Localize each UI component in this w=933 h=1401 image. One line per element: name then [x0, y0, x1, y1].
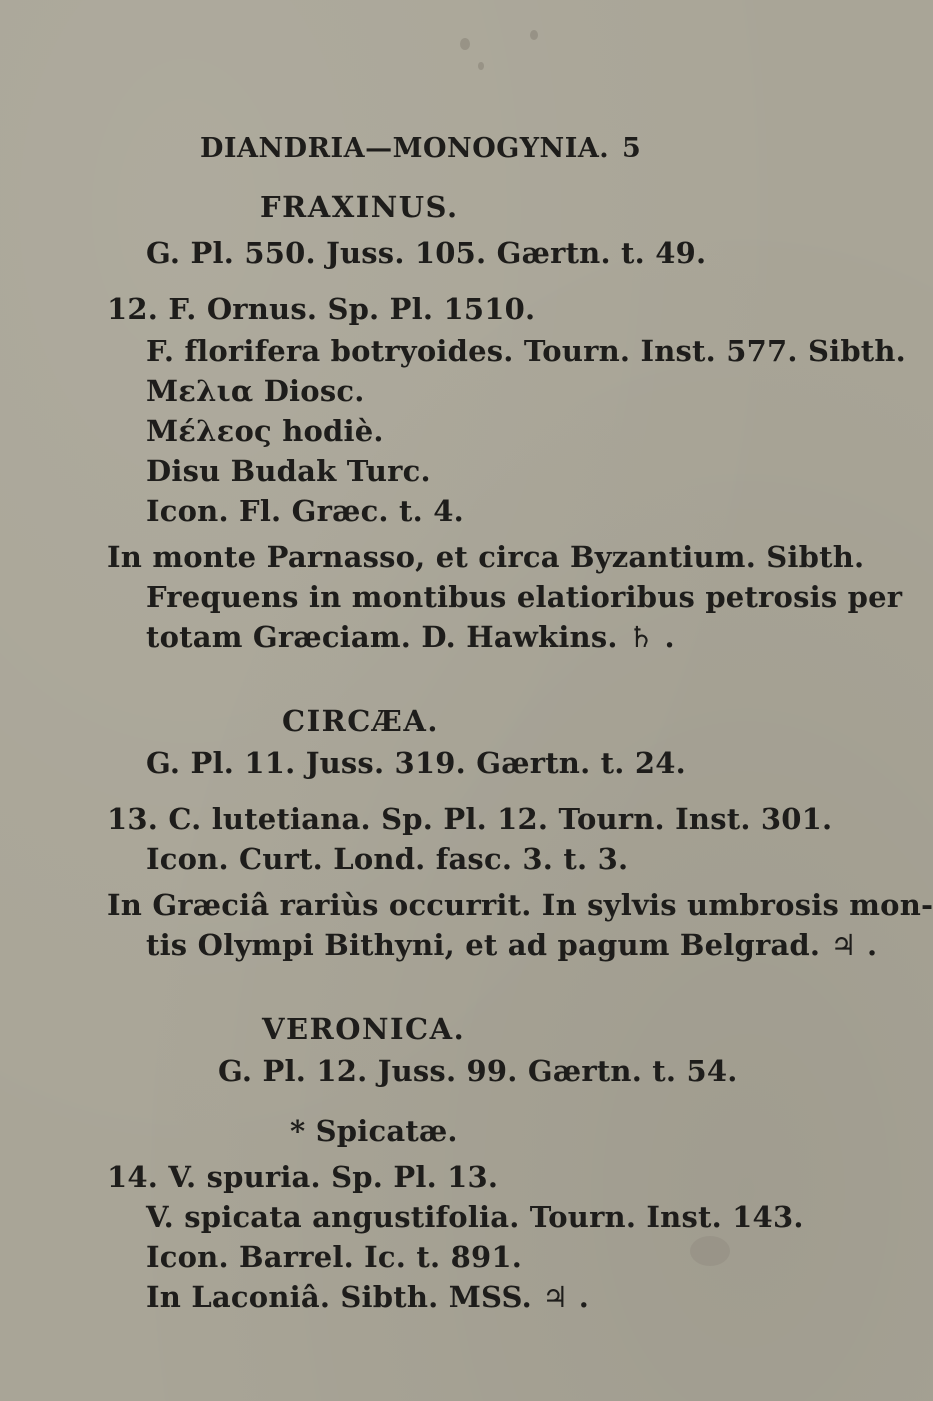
- habitat-text: In Græciâ rariùs occurrit. In sylvis umbrosis mon-: [107, 888, 933, 922]
- synonym-line: Icon. Curt. Lond. fasc. 3. t. 3.: [146, 842, 629, 876]
- genus-title-veronica: VERONICA.: [262, 1012, 466, 1046]
- genus-title-fraxinus: FRAXINUS.: [260, 190, 459, 224]
- synonym-line: Μέλεος hodiè.: [146, 414, 384, 448]
- running-head: DIANDRIA—MONOGYNIA.: [200, 133, 610, 164]
- species-entry-12: 12. F. Ornus. Sp. Pl. 1510.: [107, 292, 536, 326]
- synonym-line: Icon. Fl. Græc. t. 4.: [146, 494, 464, 528]
- synonym-line: V. spicata angustifolia. Tourn. Inst. 143.: [146, 1200, 804, 1234]
- synonym-line: Μελια Diosc.: [146, 374, 365, 408]
- page-number: 5: [622, 133, 641, 164]
- synonym-line: F. florifera botryoides. Tourn. Inst. 577. Sibth.: [146, 334, 906, 368]
- genus-title-circaea: CIRCÆA.: [282, 704, 439, 738]
- genus-references-fraxinus: G. Pl. 550. Juss. 105. Gærtn. t. 49.: [146, 236, 707, 270]
- habitat-text: tis Olympi Bithyni, et ad pagum Belgrad. ♃ .: [146, 928, 878, 962]
- habitat-text: In monte Parnasso, et circa Byzantium. Sibth.: [107, 540, 865, 574]
- species-entry-14: 14. V. spuria. Sp. Pl. 13.: [107, 1160, 499, 1194]
- page-blemish: [690, 1236, 730, 1266]
- ink-smudge: [460, 38, 470, 50]
- genus-references-veronica: G. Pl. 12. Juss. 99. Gærtn. t. 54.: [218, 1054, 738, 1088]
- species-entry-13: 13. C. lutetiana. Sp. Pl. 12. Tourn. Inst. 301.: [107, 802, 833, 836]
- habitat-text: Frequens in montibus elatioribus petrosis per: [146, 580, 903, 614]
- subsection-heading: * Spicatæ.: [290, 1114, 458, 1148]
- synonym-line: Icon. Barrel. Ic. t. 891.: [146, 1240, 522, 1274]
- ink-smudge: [478, 62, 484, 70]
- habitat-text: totam Græciam. D. Hawkins. ♄ .: [146, 620, 675, 654]
- ink-smudge: [530, 30, 538, 40]
- habitat-text: In Laconiâ. Sibth. MSS. ♃ .: [146, 1280, 590, 1314]
- genus-references-circaea: G. Pl. 11. Juss. 319. Gærtn. t. 24.: [146, 746, 686, 780]
- synonym-line: Disu Budak Turc.: [146, 454, 431, 488]
